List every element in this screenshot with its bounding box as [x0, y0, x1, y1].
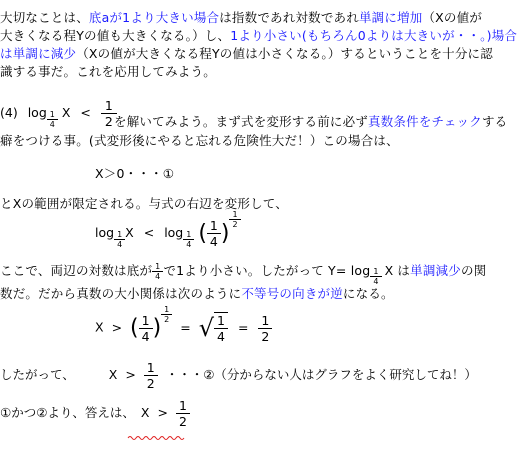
frac-num: 1: [209, 218, 218, 233]
equation-2: [95, 210, 241, 249]
inline-fraction: [152, 262, 163, 281]
frac-den: 2: [146, 376, 155, 391]
left-paren: (: [130, 315, 139, 341]
log-base-fraction: [183, 230, 194, 249]
para1-line2: [0, 28, 517, 44]
greater-than: >: [157, 405, 168, 420]
inner-fraction: [207, 218, 221, 249]
highlight-base-gt-1: 底aが1より大きい場合: [88, 10, 220, 25]
frac-num: 1: [117, 230, 123, 239]
base-fraction: [139, 313, 153, 344]
frac-num: 1: [49, 110, 55, 119]
answer-line: [0, 398, 190, 429]
para1-line4: [0, 64, 216, 80]
log-symbol: log: [164, 225, 184, 240]
frac-num: 1: [186, 230, 192, 239]
text: で1より小さい。したがって: [163, 263, 325, 278]
text: とXの範囲が限定される。与式の右辺を変形して、: [0, 196, 288, 211]
text: の関: [460, 263, 487, 278]
highlight-base-lt-1: 1より小さい(もちろん0よりは大きいが・・。)場合: [230, 28, 517, 43]
frac-den: 2: [232, 220, 238, 229]
frac-den: 4: [49, 120, 55, 129]
variable-x: X: [108, 367, 118, 382]
text: 大切なことは、: [0, 10, 89, 25]
frac-den: 2: [104, 114, 113, 129]
left-paren: (: [198, 221, 207, 246]
right-paren: ): [220, 221, 230, 246]
frac-num: 1: [104, 98, 113, 113]
text: ・・・②（分からない人はグラフをよく研究してね！）: [165, 367, 477, 382]
frac-num: 1: [232, 210, 238, 219]
frac-den: 4: [373, 277, 379, 286]
sqrt-symbol: √: [198, 314, 215, 342]
log-base-fraction: [114, 230, 125, 249]
log-symbol: log: [95, 225, 115, 240]
text: は: [397, 263, 411, 278]
text: を解いてみよう。まず式を変形する前に必ず: [114, 114, 369, 129]
frac-num: 1: [217, 313, 225, 328]
radicand-fraction: [214, 312, 228, 344]
frac-den: 4: [209, 234, 218, 249]
text: したがって、: [0, 367, 75, 382]
frac-num: 1: [141, 312, 150, 328]
greater-than: >: [125, 367, 136, 382]
para3-line2: [0, 286, 394, 302]
exponent-fraction: [229, 210, 240, 229]
text: ①かつ②より、答えは、: [0, 405, 135, 420]
frac-num: 1: [155, 262, 161, 271]
log-base-fraction: [47, 110, 58, 129]
highlight-inequality-reversed: 不等号の向きが逆: [241, 286, 343, 301]
problem-4-text: [114, 114, 507, 130]
frac-den: 2: [164, 314, 170, 324]
text: になる。: [342, 286, 394, 301]
text: 識する事だ。これを応用してみよう。: [0, 64, 216, 79]
para2-line3: [0, 196, 288, 212]
variable-x: X: [384, 263, 394, 278]
text: 大きくなる程Yの値も大きくなる。）し、: [0, 28, 231, 43]
therefore-line: [0, 360, 477, 391]
less-than: <: [143, 225, 155, 240]
variable-x: X: [125, 225, 134, 240]
para1-line3: [0, 46, 493, 62]
highlight-truth-condition: 真数条件をチェック: [368, 114, 482, 129]
function-y: Y= log: [328, 263, 371, 278]
fraction: [176, 398, 190, 429]
variable-x: X: [95, 319, 104, 335]
problem-4-equation: [0, 98, 117, 129]
variable-x: X: [61, 105, 71, 120]
right-paren: ): [152, 315, 162, 341]
less-than: <: [80, 105, 91, 120]
problem-number: (4): [0, 105, 18, 120]
condition-1: [95, 166, 174, 182]
variable-x: X: [140, 405, 150, 420]
frac-den: 2: [178, 414, 187, 429]
equation-3: [95, 304, 272, 344]
frac-num: 1: [164, 304, 170, 314]
result-fraction: [258, 313, 272, 344]
highlight-decreasing: は単調に減少: [0, 46, 77, 61]
text: X＞0・・・①: [95, 166, 175, 181]
greater-than: >: [111, 319, 123, 335]
para2-line2: [0, 133, 399, 149]
para3-line1: [0, 262, 487, 286]
text: （Xの値が: [422, 10, 483, 25]
frac-den: 4: [155, 272, 161, 281]
spellcheck-squiggle: [128, 435, 184, 440]
frac-den: 4: [141, 328, 150, 344]
highlight-monotonic-decreasing: 単調減少: [410, 263, 461, 278]
log-base-fraction: [370, 267, 381, 286]
equals: =: [237, 319, 249, 335]
frac-den: 4: [186, 240, 192, 249]
frac-num: 1: [261, 312, 270, 328]
exponent-fraction: [161, 305, 172, 324]
frac-den: 4: [117, 240, 123, 249]
text: （Xの値が大きくなる程Yの値は小さくなる。）するということを十分に認: [76, 46, 493, 61]
frac-num: 1: [178, 398, 187, 413]
frac-num: 1: [373, 267, 379, 276]
para1-line1: [0, 10, 482, 26]
frac-den: 4: [217, 329, 225, 344]
text: は指数であれ対数であれ: [219, 10, 359, 25]
text: ここで、両辺の対数は底が: [0, 263, 153, 278]
text: 癖をつける事。(式変形後にやると忘れる危険性大だ！）この場合は、: [0, 133, 399, 148]
text: する: [481, 114, 508, 129]
highlight-increasing: 単調に増加: [358, 10, 423, 25]
equals: =: [180, 319, 191, 335]
frac-num: 1: [146, 360, 155, 375]
log-symbol: log: [27, 105, 47, 120]
frac-den: 2: [261, 328, 270, 344]
fraction: [144, 360, 158, 391]
text: 数だ。だから真数の大小関係は次のように: [0, 286, 242, 301]
